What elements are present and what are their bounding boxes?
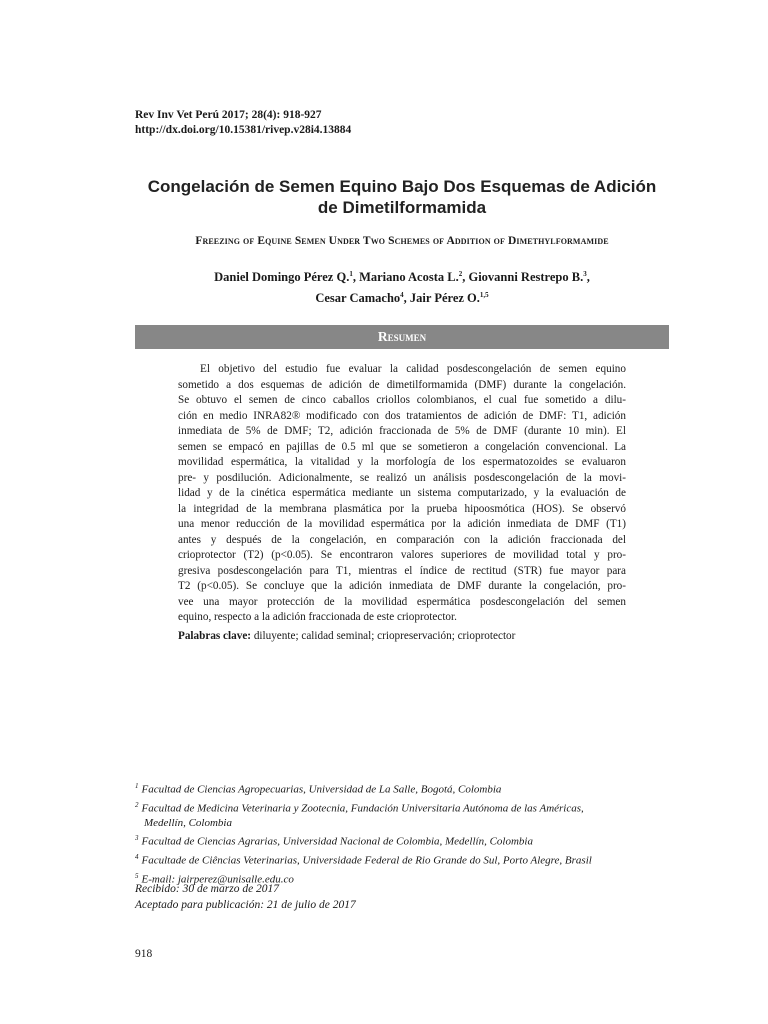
english-title: Freezing of Equine Semen Under Two Schemes of Addition of Dimethylformamide — [195, 235, 609, 247]
affiliation-text: Facultad de Medicina Veterinaria y Zootecnia, Fundación Universitaria Autónoma de las Américas, — [141, 802, 584, 815]
author-name: , Giovanni Restrepo B. — [462, 270, 584, 285]
author-separator: , — [586, 270, 590, 285]
keywords — [178, 630, 626, 642]
affiliation-item — [135, 831, 695, 850]
abstract-line: inmediata de 5% de DMF; T2, adición fraccionada de 5% de DMF (durante 10 min). El — [178, 425, 626, 437]
affiliation-number: 1 — [135, 782, 139, 790]
accepted-date: Aceptado para publicación: 21 de julio de 2017 — [135, 899, 356, 911]
article-dates — [135, 881, 356, 913]
affiliation-text: Facultad de Ciencias Agropecuarias, Universidad de La Salle, Bogotá, Colombia — [141, 783, 502, 796]
article-title — [120, 176, 684, 218]
affiliation-item — [135, 798, 695, 817]
affiliation-text: Facultade de Ciências Veterinarias, Universidade Federal de Rio Grande do Sul, Porto Alegre, Brasil — [141, 854, 592, 867]
abstract-line: equino, respecto a la adición fraccionada de este crioprotector. — [178, 611, 457, 623]
author-list — [120, 265, 684, 307]
author-affiliation-mark: 1 — [349, 270, 353, 278]
author-affiliation-mark: 1,5 — [479, 291, 489, 300]
affiliation-number: 5 — [135, 871, 139, 880]
affiliation-number: 3 — [135, 834, 139, 843]
abstract-line: movilidad espermática, la vitalidad y la morfología de los espermatozoides se evaluaron — [178, 456, 626, 468]
affiliation-number: 4 — [135, 852, 139, 861]
abstract-line: lidad y de la cinética espermática mediante un sistema computarizado, y la evaluación de — [178, 487, 626, 499]
abstract-line: antes y después de la congelación, en comparación con la adición fraccionada del — [178, 533, 626, 546]
abstract-line: El objetivo del estudio fue evaluar la calidad posdescongelación de semen equino — [200, 363, 626, 375]
author-line-1 — [120, 265, 684, 286]
author-line-2 — [120, 286, 684, 307]
received-date: Recibido: 30 de marzo de 2017 — [135, 883, 280, 895]
abstract-line: la integridad de la membrana plasmática por la prueba hipoosmótica (HOS). Se observó — [178, 502, 626, 515]
abstract-line: T2 (p<0.05). Se concluye que la adición inmediata de DMF durante la congelación, pro- — [178, 580, 626, 592]
abstract-line: semen se empacó en pajillas de 0.5 ml que se sometieron a congelación convencional. La — [178, 440, 626, 453]
affiliation-text[interactable]: E-mail: jairperez@unisalle.edu.co — [141, 873, 294, 886]
keywords-text: diluyente; calidad seminal; criopreservación; crioprotector — [253, 630, 516, 642]
author-affiliation-mark: 3 — [583, 270, 587, 278]
affiliation-item — [135, 779, 695, 798]
abstract-heading: Resumen — [135, 325, 669, 349]
abstract-body — [178, 362, 626, 626]
affiliation-number: 2 — [135, 800, 139, 809]
abstract-line: Se obtuvo el semen de cinco caballos criollos colombianos, el cual fue sometido a dilu- — [178, 394, 626, 406]
author-name: , Mariano Acosta L. — [352, 270, 459, 285]
page-number: 918 — [135, 948, 153, 960]
affiliation-item — [135, 850, 695, 869]
affiliation-item — [135, 816, 695, 831]
title-line-1: Congelación de Semen Equino Bajo Dos Esquemas de Adición — [147, 177, 657, 196]
abstract-line: crioprotector (T2) (p<0.05). Se encontraron valores superiores de movilidad total y pro- — [178, 549, 626, 561]
author-name: , Jair Pérez O. — [403, 291, 480, 306]
affiliation-text: Facultad de Ciencias Agrarias, Universidad Nacional de Colombia, Medellín, Colombia — [141, 835, 533, 848]
keywords-label: Palabras clave: — [178, 630, 252, 642]
author-affiliation-mark: 4 — [400, 291, 404, 300]
abstract-line: pre- y posdilución. Adicionalmente, se realizó un análisis posdescongelación de la movi- — [178, 471, 626, 484]
abstract-line: ción en medio INRA82® modificado con dos tratamientos de adición de DMF: T1, adición — [178, 409, 626, 422]
title-line-2: de Dimetilformamida — [317, 198, 487, 217]
doi-link[interactable]: http://dx.doi.org/10.15381/rivep.v28i4.13884 — [135, 124, 352, 136]
abstract-line: una menor reducción de la movilidad espermática por la adición inmediata de DMF (T1) — [178, 518, 626, 530]
abstract-line: sometido a dos esquemas de adición de dimetilformamida (DMF) durante la congelación. — [178, 378, 626, 391]
affiliations-list — [135, 779, 695, 887]
journal-reference — [135, 108, 351, 138]
author-name: Cesar Camacho — [315, 291, 401, 306]
author-name: Daniel Domingo Pérez Q. — [214, 270, 350, 285]
affiliation-text: Medellín, Colombia — [144, 817, 232, 830]
abstract-line: gresiva posdescongelación para T1, mientras el índice de rectitud (STR) fue mayor para — [178, 564, 626, 577]
abstract-line: vee una mayor protección de la movilidad espermática posdescongelación del semen — [178, 595, 626, 608]
author-affiliation-mark: 2 — [458, 270, 463, 278]
journal-citation: Rev Inv Vet Perú 2017; 28(4): 918-927 — [135, 109, 322, 121]
